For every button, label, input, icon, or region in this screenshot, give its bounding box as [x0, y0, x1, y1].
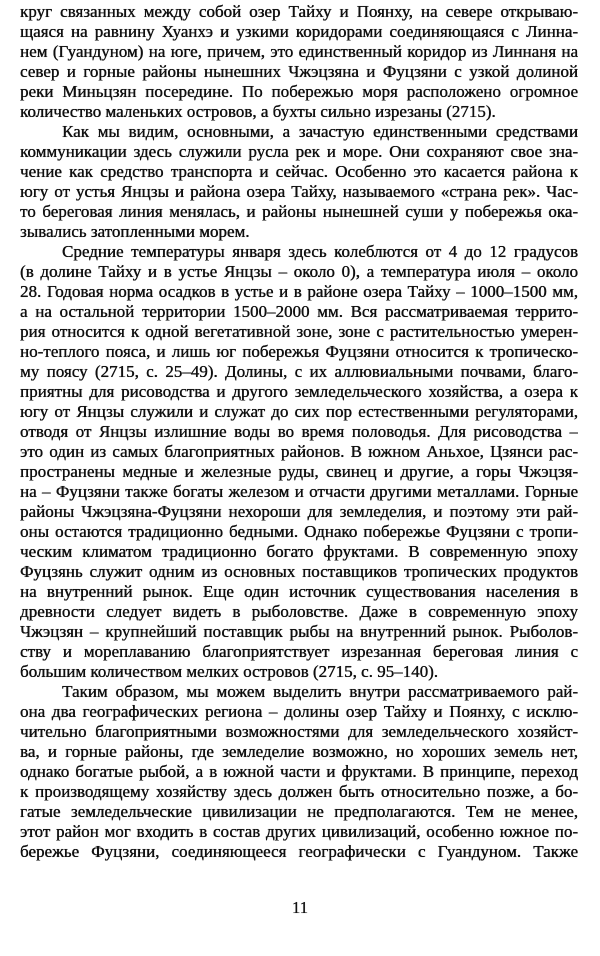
text-line: большим количеством мелких островов (2715, с. 95–140).: [20, 662, 439, 681]
text-line: Чжэцзян – крупнейший поставщик рыбы на внутренний рынок. Рыболов-: [20, 622, 578, 641]
paragraph: [20, 122, 578, 242]
text-line: на внутренний рынок. Еще один источник существования населения в: [20, 582, 578, 601]
text-line: югу от Янцзы служили и служат до сих пор естественными регуляторами,: [20, 402, 578, 421]
text-line: круг связанных между собой озер Тайху и Поянху, на севере открываю-: [20, 2, 578, 21]
text-line: оны остаются традиционно бедными. Однако побережье Фуцзяни с тропи-: [20, 522, 578, 541]
text-line: зывались затопленными морем.: [20, 222, 250, 241]
text-line: му поясу (2715, с. 25–49). Долины, с их аллювиальными почвами, благо-: [20, 362, 578, 381]
text-line: Как мы видим, основными, а зачастую единственными средствами: [62, 122, 578, 141]
text-line: бережье Фуцзяни, соединяющееся географически с Гуандуном. Также: [20, 842, 578, 861]
text-line: количество маленьких островов, а бухты сильно изрезаны (2715).: [20, 102, 496, 121]
text-line: то береговая линия менялась, и районы нынешней суши у побережья ока-: [20, 202, 578, 221]
text-line: этот район мог входить в состав других цивилизаций, особенно южное по-: [20, 822, 578, 841]
text-line: чение как средство транспорта и сейчас. Особенно это касается района к: [20, 162, 578, 181]
text-line: отводя от Янцзы излишние воды во время половодья. Для рисоводства –: [20, 422, 578, 441]
text-line: реки Миньцзян посередине. По побережью моря расположено огромное: [20, 82, 578, 101]
text-line: югу от устья Янцзы и района озера Тайху, называемого «страна рек». Час-: [20, 182, 578, 201]
text-line: а на остальной территории 1500–2000 мм. Вся рассматриваемая террито-: [20, 302, 578, 321]
text-line: ству и мореплаванию благоприятствует изрезанная береговая линия с: [20, 642, 578, 661]
page-body: [20, 2, 578, 862]
text-line: Фуцзянь служит одним из основных поставщиков тропических продуктов: [20, 562, 578, 581]
text-line: районы Чжэцзяна-Фуцзяни нехороши для земледелия, и поэтому эти рай-: [20, 502, 578, 521]
text-line: рия относится к одной вегетативной зоне, зоне с растительностью умерен-: [20, 322, 578, 341]
text-line: приятны для рисоводства и другого земледельческого хозяйства, а озера к: [20, 382, 578, 401]
text-line: нем (Гуандуном) на юге, причем, это единственный коридор из Линнаня на: [20, 42, 578, 61]
paragraph: [20, 242, 578, 682]
text-line: (в долине Тайху и в устье Янцзы – около 0), а температура июля – около: [20, 262, 578, 281]
text-line: однако богатые рыбой, а в южной части и фруктами. В принципе, переход: [20, 762, 578, 781]
text-line: Средние температуры января здесь колеблются от 4 до 12 градусов: [62, 242, 578, 261]
text-line: Таким образом, мы можем выделить внутри рассматриваемого рай-: [62, 682, 578, 701]
text-line: на – Фуцзяни также богаты железом и отчасти другими металлами. Горные: [20, 482, 578, 501]
text-line: щаяся на равнину Хуанхэ и узкими коридорами соединяющаяся с Линна-: [20, 22, 578, 41]
text-line: ва, и горные районы, где земледелие возможно, но хороших земель нет,: [20, 742, 578, 761]
text-line: север и горные районы нынешних Чжэцзяна и Фуцзяни с узкой долиной: [20, 62, 578, 81]
text-line: но-теплого пояса, и лишь юг побережья Фуцзяни относится к тропическо-: [20, 342, 578, 361]
text-line: она два географических региона – долины озер Тайху и Поянху, с исклю-: [20, 702, 578, 721]
text-line: ческим климатом традиционно богато фруктами. В современную эпоху: [20, 542, 578, 561]
text-line: пространены медные и железные руды, свинец и другие, а горы Чжэцзя-: [20, 462, 578, 481]
text-line: чительно благоприятными возможностями для земледельческого хозяйст-: [20, 722, 578, 741]
text-line: к производящему хозяйству здесь должен быть относительно позже, а бо-: [20, 782, 578, 801]
text-line: древности следует видеть в рыболовстве. Даже в современную эпоху: [20, 602, 578, 621]
text-line: гатые земледельческие цивилизации не предполагаются. Тем не менее,: [20, 802, 578, 821]
text-line: это один из самых благоприятных районов. В южном Аньхое, Цзянси рас-: [20, 442, 578, 461]
paragraph: [20, 682, 578, 862]
text-line: 28. Годовая норма осадков в устье и в районе озера Тайху – 1000–1500 мм,: [20, 282, 578, 301]
page-number: 11: [291, 898, 309, 917]
text-line: коммуникации здесь служили русла рек и море. Они сохраняют свое зна-: [20, 142, 578, 161]
paragraph: [20, 2, 578, 122]
